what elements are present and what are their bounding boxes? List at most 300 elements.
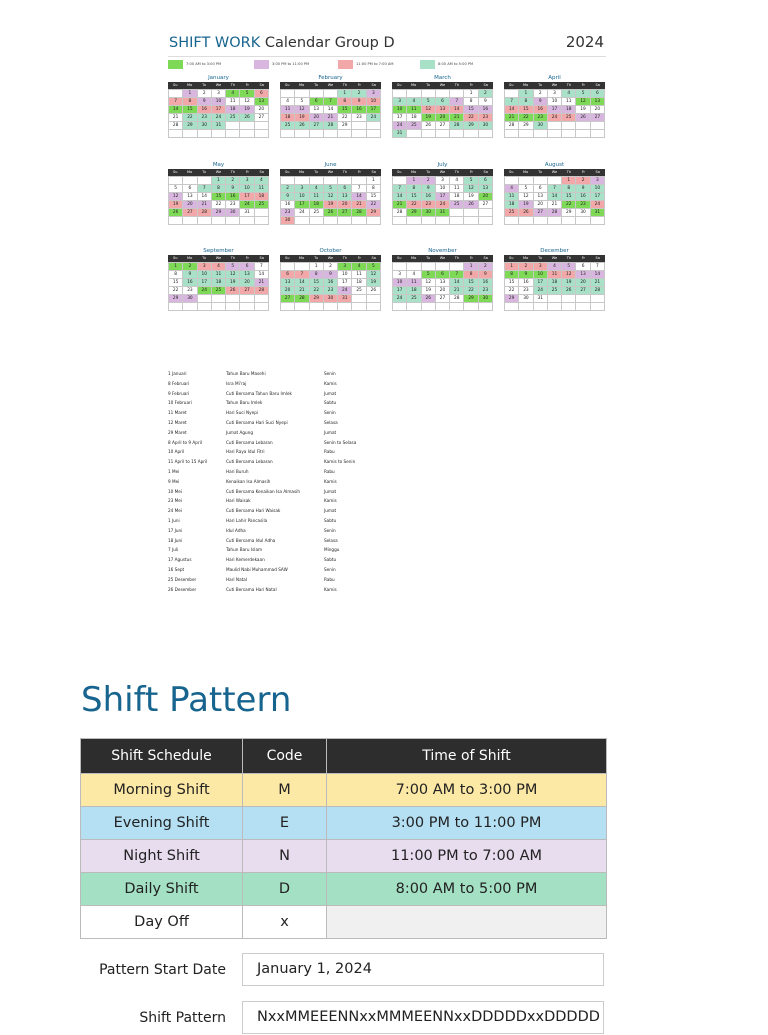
holiday-date: 10 April <box>168 449 185 455</box>
day-cell: 15 <box>310 279 324 287</box>
holiday-row <box>168 538 408 548</box>
weekday-label: Fr <box>245 256 249 260</box>
empty-cell <box>393 303 407 311</box>
holiday-name: Jumat Agung <box>226 429 253 435</box>
empty-cell <box>198 217 212 225</box>
empty-cell <box>576 303 590 311</box>
weekday-label: Tu <box>314 256 318 260</box>
empty-cell <box>310 130 324 138</box>
empty-cell <box>505 90 519 98</box>
day-cell: 16 <box>183 279 197 287</box>
holiday-date: 7 Juli <box>168 547 179 553</box>
day-cell: 1 <box>367 177 381 185</box>
weekday-label: We <box>551 170 558 174</box>
holiday-row <box>168 557 408 567</box>
shift-pattern-field[interactable]: NxxMMEEENNxxMMMEENNxxDDDDDxxDDDDD <box>242 1001 604 1034</box>
empty-cell <box>464 217 478 225</box>
day-cell: 30 <box>324 295 338 303</box>
day-cell: 27 <box>436 122 450 130</box>
weekday-label: Th <box>454 83 460 87</box>
month-july <box>392 161 493 225</box>
holiday-day: Sabtu <box>324 400 337 406</box>
holiday-name: Cuti Bersama Lebaran <box>226 439 273 445</box>
day-cell: 9 <box>479 98 493 106</box>
month-december <box>504 247 605 311</box>
day-cell: 29 <box>183 122 197 130</box>
weekday-label: Th <box>230 256 236 260</box>
empty-cell <box>212 303 226 311</box>
day-cell: 31 <box>212 122 226 130</box>
pattern-start-date-label: Pattern Start Date <box>99 962 226 978</box>
shift-name-cell: Day Off <box>81 906 243 939</box>
day-cell: 12 <box>422 279 436 287</box>
weekday-label: Tu <box>426 256 430 260</box>
shift-time-cell: 11:00 PM to 7:00 AM <box>327 840 607 873</box>
empty-cell <box>505 217 519 225</box>
holiday-row <box>168 459 408 469</box>
shift-time-cell: 7:00 AM to 3:00 PM <box>327 774 607 807</box>
day-cell: 1 <box>212 177 226 185</box>
day-cell: 19 <box>367 279 381 287</box>
holiday-day: Rabu <box>324 449 335 455</box>
month-april <box>504 74 605 138</box>
day-cell: 18 <box>310 201 324 209</box>
day-cell: 7 <box>591 263 605 271</box>
holiday-row <box>168 410 408 420</box>
weekday-label: Fr <box>245 83 249 87</box>
weekday-label: Fr <box>581 170 585 174</box>
holiday-name: Maulid Nabi Muhammad SAW <box>226 566 288 572</box>
empty-cell <box>324 177 338 185</box>
day-grid <box>392 89 493 138</box>
day-cell: 27 <box>338 209 352 217</box>
empty-cell <box>479 130 493 138</box>
empty-cell <box>450 303 464 311</box>
legend-swatch <box>338 60 353 69</box>
holiday-name: Kenaikan Isa Almasih <box>226 478 271 484</box>
day-cell: 20 <box>591 106 605 114</box>
day-cell: 21 <box>198 201 212 209</box>
weekday-label: We <box>439 256 446 260</box>
day-cell: 11 <box>281 106 295 114</box>
header-shift-schedule: Shift Schedule <box>81 739 243 774</box>
day-cell: 17 <box>240 193 254 201</box>
day-cell: 31 <box>591 209 605 217</box>
weekday-label: Tu <box>426 170 430 174</box>
empty-cell <box>464 303 478 311</box>
month-name: March <box>434 75 451 81</box>
calendar-title <box>169 35 395 51</box>
empty-cell <box>183 217 197 225</box>
holiday-date: 17 Agustus <box>168 557 192 563</box>
weekday-label: Fr <box>469 83 473 87</box>
weekday-label: Sa <box>371 256 376 260</box>
day-grid <box>280 176 381 225</box>
day-cell: 26 <box>226 287 240 295</box>
weekday-label: Tu <box>314 83 318 87</box>
day-cell: 5 <box>519 185 533 193</box>
weekday-label: Tu <box>426 83 430 87</box>
empty-cell <box>198 177 212 185</box>
holiday-day: Minggu <box>324 547 340 553</box>
day-cell: 22 <box>464 287 478 295</box>
day-cell: 12 <box>240 98 254 106</box>
holiday-day: Senin <box>324 566 336 572</box>
day-cell: 4 <box>352 263 366 271</box>
day-cell: 11 <box>407 106 421 114</box>
weekday-label: Mo <box>299 83 305 87</box>
weekday-label: Su <box>172 170 178 174</box>
day-cell: 30 <box>479 295 493 303</box>
month-name: August <box>544 162 565 168</box>
empty-cell <box>352 130 366 138</box>
empty-cell <box>352 295 366 303</box>
day-cell: 8 <box>407 185 421 193</box>
day-cell: 10 <box>338 271 352 279</box>
day-cell: 15 <box>183 106 197 114</box>
empty-cell <box>226 217 240 225</box>
empty-cell <box>226 303 240 311</box>
empty-cell <box>562 122 576 130</box>
empty-cell <box>212 130 226 138</box>
day-cell: 3 <box>295 185 309 193</box>
empty-cell <box>534 130 548 138</box>
day-cell: 16 <box>324 279 338 287</box>
day-cell: 19 <box>519 201 533 209</box>
empty-cell <box>338 303 352 311</box>
empty-cell <box>324 217 338 225</box>
day-cell: 4 <box>281 98 295 106</box>
empty-cell <box>324 303 338 311</box>
day-cell: 10 <box>198 271 212 279</box>
weekday-label: Th <box>342 83 348 87</box>
day-cell: 8 <box>519 98 533 106</box>
day-cell: 30 <box>183 295 197 303</box>
day-cell: 6 <box>338 185 352 193</box>
day-cell: 31 <box>338 295 352 303</box>
day-cell: 20 <box>479 193 493 201</box>
legend-item-m <box>168 60 221 69</box>
holiday-date: 18 Juni <box>168 537 183 543</box>
empty-cell <box>310 177 324 185</box>
holiday-name: Cuti Bersama Hari Suci Nyepi <box>226 419 288 425</box>
day-cell: 8 <box>212 185 226 193</box>
day-cell: 12 <box>169 193 183 201</box>
day-cell: 13 <box>436 106 450 114</box>
day-cell: 29 <box>310 295 324 303</box>
day-cell: 2 <box>479 263 493 271</box>
holiday-date: 8 Februari <box>168 380 190 386</box>
day-cell: 18 <box>450 193 464 201</box>
shift-legend <box>168 59 606 73</box>
month-name: April <box>548 75 561 81</box>
day-cell: 12 <box>367 271 381 279</box>
empty-cell <box>367 217 381 225</box>
day-cell: 3 <box>548 90 562 98</box>
day-cell: 10 <box>591 185 605 193</box>
day-cell: 28 <box>198 209 212 217</box>
day-cell: 15 <box>407 193 421 201</box>
holiday-day: Selasa <box>324 419 338 425</box>
empty-cell <box>436 90 450 98</box>
day-cell: 29 <box>367 209 381 217</box>
shift-table-header <box>81 739 607 774</box>
day-cell: 12 <box>295 106 309 114</box>
weekday-label: Fr <box>357 170 361 174</box>
day-cell: 12 <box>324 193 338 201</box>
day-cell: 3 <box>534 263 548 271</box>
empty-cell <box>534 177 548 185</box>
empty-cell <box>255 217 269 225</box>
day-cell: 1 <box>505 263 519 271</box>
holiday-row <box>168 489 408 499</box>
holiday-day: Selasa <box>324 537 338 543</box>
calendar-sheet <box>168 30 606 592</box>
empty-cell <box>240 303 254 311</box>
day-cell: 8 <box>367 185 381 193</box>
month-name: December <box>540 248 569 254</box>
day-cell: 1 <box>169 263 183 271</box>
day-cell: 28 <box>450 122 464 130</box>
day-cell: 30 <box>422 209 436 217</box>
day-cell: 24 <box>436 201 450 209</box>
shift-table <box>80 738 607 939</box>
pattern-start-date-row <box>80 953 606 987</box>
pattern-start-date-field[interactable]: January 1, 2024 <box>242 953 604 986</box>
empty-cell <box>562 303 576 311</box>
empty-cell <box>240 122 254 130</box>
empty-cell <box>183 130 197 138</box>
holiday-day: Jumat <box>324 488 337 494</box>
holiday-date: 25 Desember <box>168 576 197 582</box>
shift-name-cell: Morning Shift <box>81 774 243 807</box>
day-cell: 13 <box>479 185 493 193</box>
day-grid <box>504 176 605 225</box>
day-cell: 24 <box>393 295 407 303</box>
day-cell: 13 <box>240 271 254 279</box>
day-grid <box>280 262 381 311</box>
day-cell: 20 <box>534 201 548 209</box>
shift-pattern-row <box>80 1001 606 1035</box>
month-name: November <box>428 248 457 254</box>
weekday-label: Mo <box>523 170 529 174</box>
empty-cell <box>281 90 295 98</box>
day-cell: 13 <box>281 279 295 287</box>
holiday-date: 1 Juni <box>168 517 180 523</box>
empty-cell <box>212 217 226 225</box>
month-may <box>168 161 269 225</box>
month-name: July <box>437 162 448 168</box>
day-cell: 21 <box>505 114 519 122</box>
holiday-day: Sabtu <box>324 557 337 563</box>
weekday-label: Th <box>230 83 236 87</box>
empty-cell <box>240 217 254 225</box>
legend-item-n <box>254 60 309 69</box>
empty-cell <box>591 122 605 130</box>
day-cell: 7 <box>352 185 366 193</box>
weekday-header <box>280 169 381 176</box>
empty-cell <box>450 130 464 138</box>
day-cell: 26 <box>295 122 309 130</box>
day-cell: 18 <box>281 114 295 122</box>
empty-cell <box>591 303 605 311</box>
weekday-label: Th <box>342 256 348 260</box>
empty-cell <box>281 177 295 185</box>
empty-cell <box>450 209 464 217</box>
day-grid <box>504 262 605 311</box>
day-cell: 21 <box>324 114 338 122</box>
weekday-label: Su <box>396 170 402 174</box>
day-cell: 20 <box>576 279 590 287</box>
day-cell: 28 <box>505 122 519 130</box>
empty-cell <box>295 263 309 271</box>
day-cell: 20 <box>183 201 197 209</box>
day-cell: 6 <box>240 263 254 271</box>
day-cell: 29 <box>562 209 576 217</box>
day-cell: 12 <box>562 271 576 279</box>
day-cell: 27 <box>534 209 548 217</box>
legend-label: 3:00 PM to 11:00 PM <box>272 62 310 66</box>
day-cell: 29 <box>169 295 183 303</box>
day-cell: 24 <box>338 287 352 295</box>
day-cell: 25 <box>310 209 324 217</box>
empty-cell <box>422 217 436 225</box>
empty-cell <box>226 130 240 138</box>
weekday-label: Tu <box>202 83 206 87</box>
empty-cell <box>352 303 366 311</box>
weekday-label: Th <box>342 170 348 174</box>
empty-cell <box>310 217 324 225</box>
day-cell: 8 <box>464 98 478 106</box>
day-cell: 11 <box>310 193 324 201</box>
day-cell: 22 <box>407 201 421 209</box>
empty-cell <box>393 263 407 271</box>
day-cell: 28 <box>591 287 605 295</box>
month-february <box>280 74 381 138</box>
holiday-date: 24 Mei <box>168 508 183 514</box>
holiday-name: Isra Mi'raj <box>226 380 247 386</box>
day-cell: 3 <box>393 98 407 106</box>
day-cell: 9 <box>519 271 533 279</box>
empty-cell <box>310 303 324 311</box>
day-cell: 9 <box>226 185 240 193</box>
weekday-header <box>280 82 381 89</box>
holiday-name: Cuti Bersama Kenaikan Isa Almasih <box>226 488 300 494</box>
holiday-day: Kamis <box>324 380 337 386</box>
day-cell: 20 <box>281 287 295 295</box>
weekday-header <box>504 255 605 262</box>
weekday-label: Sa <box>483 170 488 174</box>
holiday-row <box>168 498 408 508</box>
empty-cell <box>169 303 183 311</box>
day-cell: 23 <box>352 114 366 122</box>
weekday-label: Fr <box>581 83 585 87</box>
day-cell: 7 <box>505 98 519 106</box>
month-october <box>280 247 381 311</box>
day-cell: 7 <box>450 271 464 279</box>
day-cell: 25 <box>281 122 295 130</box>
day-cell: 23 <box>226 201 240 209</box>
holiday-name: Hari Suci Nyepi <box>226 410 259 416</box>
day-cell: 23 <box>479 114 493 122</box>
empty-cell <box>169 130 183 138</box>
day-cell: 31 <box>240 209 254 217</box>
day-cell: 28 <box>450 295 464 303</box>
day-cell: 9 <box>479 271 493 279</box>
shift-code-cell: M <box>243 774 327 807</box>
title-prefix: SHIFT WORK <box>169 35 261 51</box>
day-cell: 13 <box>576 271 590 279</box>
title-rest: Calendar Group D <box>260 35 395 51</box>
empty-cell <box>576 130 590 138</box>
empty-cell <box>505 130 519 138</box>
day-cell: 30 <box>198 122 212 130</box>
day-cell: 13 <box>183 193 197 201</box>
day-cell: 15 <box>562 193 576 201</box>
shift-time-cell: 8:00 AM to 5:00 PM <box>327 873 607 906</box>
day-cell: 26 <box>169 209 183 217</box>
holiday-row <box>168 371 408 381</box>
day-cell: 27 <box>576 287 590 295</box>
month-name: February <box>318 75 343 81</box>
weekday-header <box>280 255 381 262</box>
empty-cell <box>519 303 533 311</box>
weekday-label: Fr <box>469 170 473 174</box>
weekday-label: Sa <box>595 83 600 87</box>
day-cell: 15 <box>519 106 533 114</box>
empty-cell <box>281 130 295 138</box>
weekday-label: Tu <box>314 170 318 174</box>
day-cell: 9 <box>422 185 436 193</box>
empty-cell <box>548 122 562 130</box>
empty-cell <box>295 217 309 225</box>
day-cell: 25 <box>226 114 240 122</box>
day-cell: 15 <box>464 279 478 287</box>
holiday-name: Tahun Baru Imlek <box>226 400 263 406</box>
day-cell: 14 <box>295 279 309 287</box>
day-cell: 27 <box>436 295 450 303</box>
weekday-label: Th <box>454 170 460 174</box>
day-cell: 31 <box>436 209 450 217</box>
day-cell: 15 <box>169 279 183 287</box>
empty-cell <box>436 130 450 138</box>
weekday-label: Mo <box>187 170 193 174</box>
day-cell: 20 <box>436 114 450 122</box>
day-cell: 1 <box>464 90 478 98</box>
day-cell: 24 <box>548 114 562 122</box>
day-cell: 7 <box>169 98 183 106</box>
day-cell: 21 <box>169 114 183 122</box>
weekday-header <box>168 82 269 89</box>
day-cell: 15 <box>464 106 478 114</box>
weekday-header <box>392 255 493 262</box>
day-cell: 5 <box>324 185 338 193</box>
day-cell: 14 <box>393 193 407 201</box>
day-cell: 2 <box>226 177 240 185</box>
empty-cell <box>324 90 338 98</box>
day-cell: 4 <box>548 263 562 271</box>
holiday-date: 10 Februari <box>168 400 192 406</box>
weekday-header <box>504 169 605 176</box>
day-cell: 5 <box>422 271 436 279</box>
day-cell: 18 <box>255 193 269 201</box>
day-cell: 27 <box>240 287 254 295</box>
day-cell: 19 <box>464 193 478 201</box>
holiday-day: Senin <box>324 527 336 533</box>
weekday-label: We <box>439 170 446 174</box>
holiday-name: Hari Lahir Pancasila <box>226 517 268 523</box>
day-cell: 2 <box>519 263 533 271</box>
